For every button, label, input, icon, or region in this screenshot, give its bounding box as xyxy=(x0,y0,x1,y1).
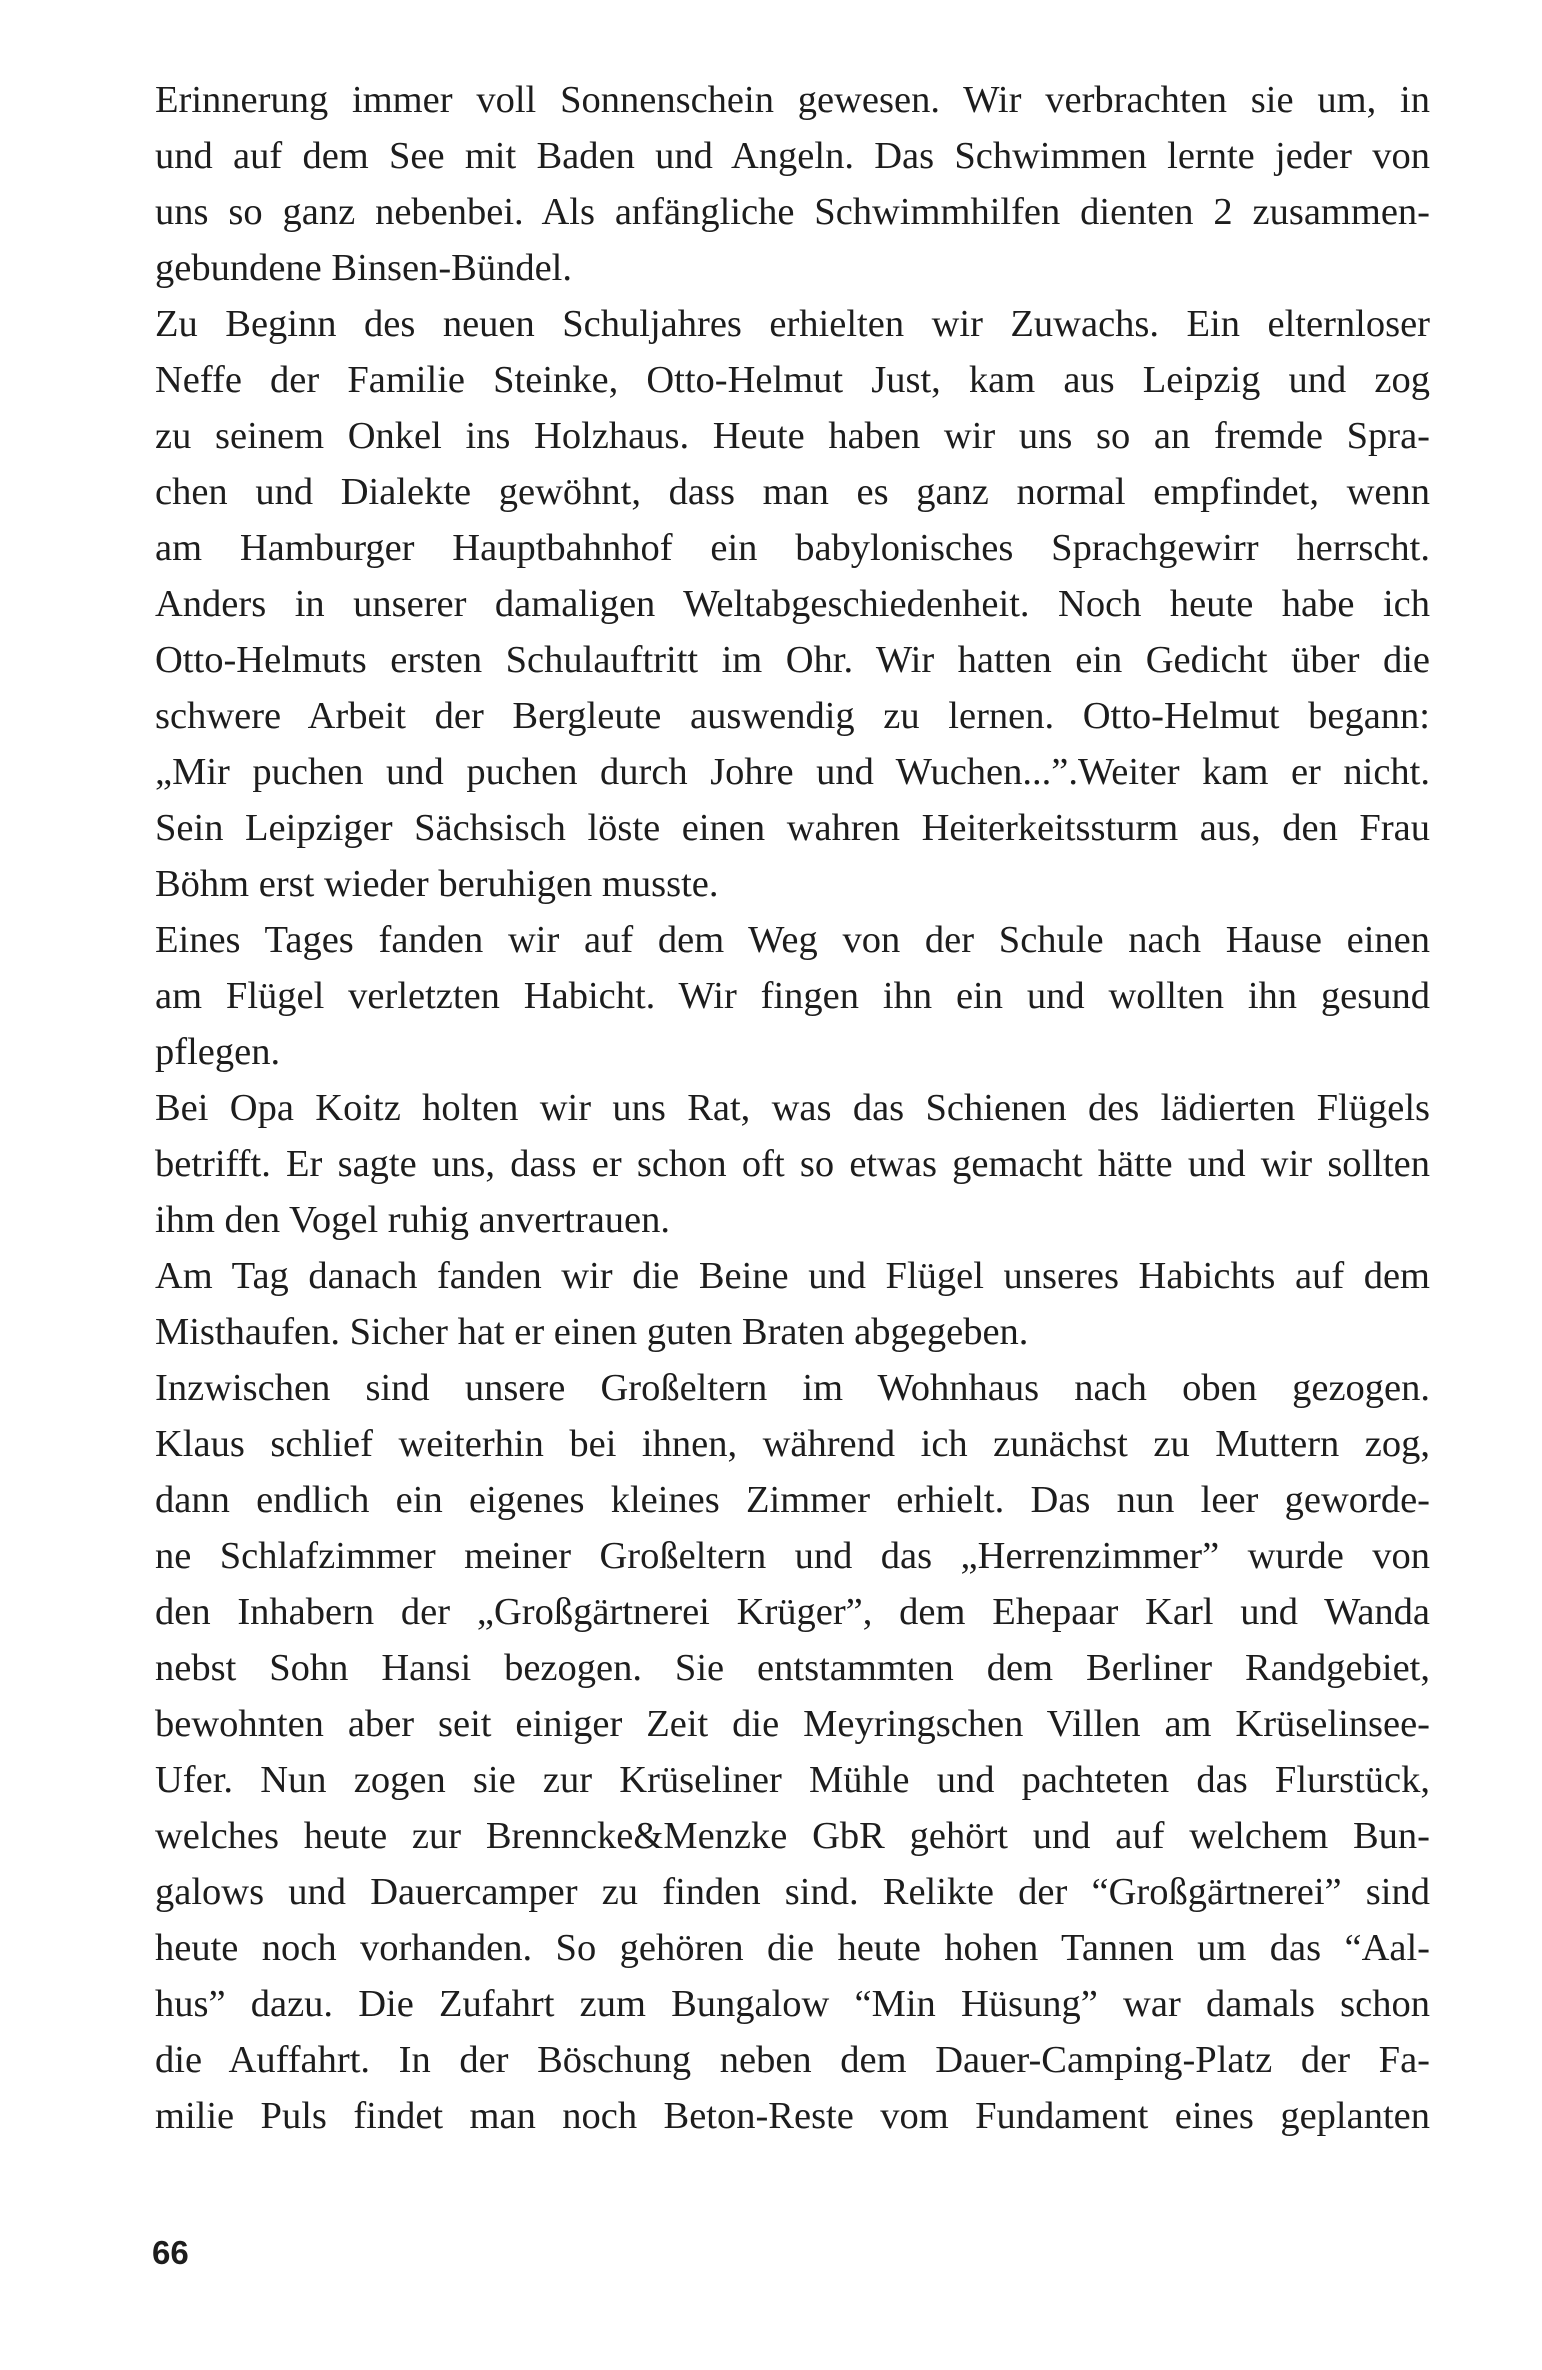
text-line: den Inhabern der „Großgärtnerei Krüger”, dem Ehepaar Karl und Wanda xyxy=(155,1591,1430,1633)
text-line: hus” dazu. Die Zufahrt zum Bungalow “Min Hüsung” war damals schon xyxy=(155,1983,1430,2025)
text-line: galows und Dauercamper zu finden sind. Relikte der “Großgärtnerei” sind xyxy=(155,1871,1430,1913)
text-line: gebundene Binsen-Bündel. xyxy=(155,247,572,289)
text-line: welches heute zur Brenncke&Menzke GbR gehört und auf welchem Bun- xyxy=(155,1815,1430,1857)
text-line: ihm den Vogel ruhig anvertrauen. xyxy=(155,1199,670,1241)
text-line: Bei Opa Koitz holten wir uns Rat, was das Schienen des lädierten Flügels xyxy=(155,1087,1430,1129)
text-line: ne Schlafzimmer meiner Großeltern und das „Herrenzimmer” wurde von xyxy=(155,1535,1430,1577)
text-line: Inzwischen sind unsere Großeltern im Wohnhaus nach oben gezogen. xyxy=(155,1367,1430,1409)
text-line: heute noch vorhanden. So gehören die heute hohen Tannen um das “Aal- xyxy=(155,1927,1430,1969)
body-text xyxy=(155,72,1430,2144)
text-line: Sein Leipziger Sächsisch löste einen wahren Heiterkeitssturm aus, den Frau xyxy=(155,807,1430,849)
text-line: nebst Sohn Hansi bezogen. Sie entstammten dem Berliner Randgebiet, xyxy=(155,1647,1430,1689)
paragraph xyxy=(155,72,1430,296)
text-line: Ufer. Nun zogen sie zur Krüseliner Mühle und pachteten das Flurstück, xyxy=(155,1759,1430,1801)
text-line: Klaus schlief weiterhin bei ihnen, während ich zunächst zu Muttern zog, xyxy=(155,1423,1430,1465)
paragraph xyxy=(155,1080,1430,1248)
text-line: Eines Tages fanden wir auf dem Weg von der Schule nach Hause einen xyxy=(155,919,1430,961)
text-line: am Hamburger Hauptbahnhof ein babylonisches Sprachgewirr herrscht. xyxy=(155,527,1430,569)
text-line: Neffe der Familie Steinke, Otto-Helmut Just, kam aus Leipzig und zog xyxy=(155,359,1430,401)
text-line: uns so ganz nebenbei. Als anfängliche Schwimmhilfen dienten 2 zusammen- xyxy=(155,191,1430,233)
text-line: pflegen. xyxy=(155,1031,281,1073)
text-line: chen und Dialekte gewöhnt, dass man es ganz normal empfindet, wenn xyxy=(155,471,1430,513)
text-line: dann endlich ein eigenes kleines Zimmer erhielt. Das nun leer geworde- xyxy=(155,1479,1430,1521)
text-line: am Flügel verletzten Habicht. Wir fingen ihn ein und wollten ihn gesund xyxy=(155,975,1430,1017)
text-line: Erinnerung immer voll Sonnenschein gewesen. Wir verbrachten sie um, in xyxy=(155,79,1430,121)
text-line: die Auffahrt. In der Böschung neben dem Dauer-Camping-Platz der Fa- xyxy=(155,2039,1430,2081)
text-line: Am Tag danach fanden wir die Beine und Flügel unseres Habichts auf dem xyxy=(155,1255,1430,1297)
text-line: Zu Beginn des neuen Schuljahres erhielten wir Zuwachs. Ein elternloser xyxy=(155,303,1430,345)
text-line: milie Puls findet man noch Beton-Reste vom Fundament eines geplanten xyxy=(155,2095,1430,2137)
text-line: schwere Arbeit der Bergleute auswendig zu lernen. Otto-Helmut begann: xyxy=(155,695,1430,737)
paragraph xyxy=(155,1360,1430,2144)
text-line: betrifft. Er sagte uns, dass er schon oft so etwas gemacht hätte und wir sollten xyxy=(155,1143,1430,1185)
paragraph xyxy=(155,1248,1430,1360)
text-line: „Mir puchen und puchen durch Johre und Wuchen...”.Weiter kam er nicht. xyxy=(155,751,1430,793)
text-line: und auf dem See mit Baden und Angeln. Das Schwimmen lernte jeder von xyxy=(155,135,1430,177)
page-number: 66 xyxy=(152,2234,189,2271)
text-line: zu seinem Onkel ins Holzhaus. Heute haben wir uns so an fremde Spra- xyxy=(155,415,1430,457)
text-line: bewohnten aber seit einiger Zeit die Meyringschen Villen am Krüselinsee- xyxy=(155,1703,1430,1745)
text-line: Anders in unserer damaligen Weltabgeschiedenheit. Noch heute habe ich xyxy=(155,583,1430,625)
paragraph xyxy=(155,296,1430,912)
text-line: Otto-Helmuts ersten Schulauftritt im Ohr. Wir hatten ein Gedicht über die xyxy=(155,639,1430,681)
text-line: Misthaufen. Sicher hat er einen guten Braten abgegeben. xyxy=(155,1311,1029,1353)
paragraph xyxy=(155,912,1430,1080)
text-line: Böhm erst wieder beruhigen musste. xyxy=(155,863,719,905)
